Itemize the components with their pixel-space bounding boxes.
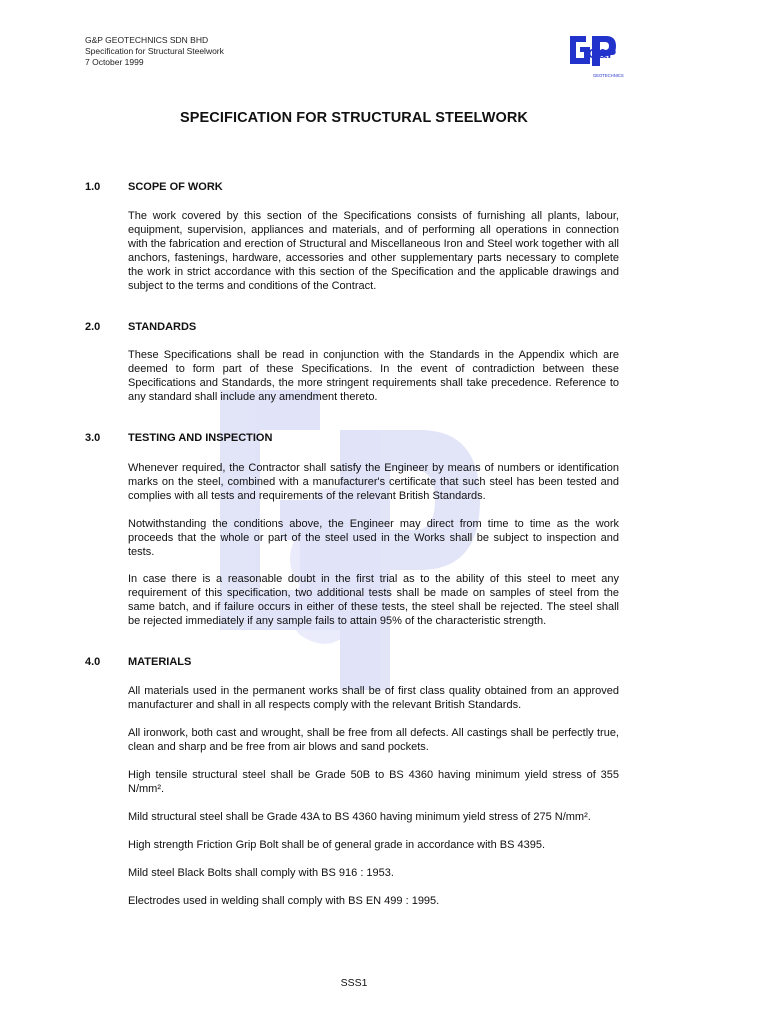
section-heading: SCOPE OF WORK — [128, 181, 223, 193]
paragraph: Whenever required, the Contractor shall satisfy the Engineer by means of numbers or identification marks on the steel, combined with a manufacturer's certificate that such steel has been tested and complies with all tests and requirements of the relevant British Standards. — [128, 462, 619, 502]
running-header — [85, 35, 224, 68]
section-heading: MATERIALS — [128, 656, 192, 668]
section-number: 3.0 — [85, 432, 101, 444]
paragraph: Electrodes used in welding shall comply with BS EN 499 : 1995. — [128, 895, 440, 907]
paragraph: Notwithstanding the conditions above, the Engineer may direct from time to time as the work proceeds that the whole or part of the steel used in the Works shall be subject to inspection and tests. — [128, 518, 619, 558]
company-logo — [566, 32, 624, 80]
section-heading: STANDARDS — [128, 321, 197, 333]
paragraph: All ironwork, both cast and wrought, shall be free from all defects. All castings shall be perfectly true, clean and sharp and be free from air blows and sand pockets. — [128, 727, 619, 753]
header-company: G&P GEOTECHNICS SDN BHD — [85, 35, 209, 45]
section-number: 2.0 — [85, 321, 101, 333]
paragraph: Mild structural steel shall be Grade 43A to BS 4360 having minimum yield stress of 275 N/mm². — [128, 811, 591, 823]
header-date: 7 October 1999 — [85, 57, 144, 67]
page-footer: SSS1 — [340, 977, 368, 989]
section-number: 1.0 — [85, 181, 101, 193]
page-title: SPECIFICATION FOR STRUCTURAL STEELWORK — [179, 110, 529, 126]
paragraph: These Specifications shall be read in conjunction with the Standards in the Appendix which are deemed to form part of these Specifications. In the event of contradiction between these Specifications and Standards, the more stringent requirements shall take precedence. Reference to any standard shall include any amendment thereto. — [128, 349, 619, 403]
paragraph: In case there is a reasonable doubt in the first trial as to the ability of this steel to meet any requirement of this specification, two additional tests shall be made on samples of steel from the same batch, and if failure occurs in either of these tests, the steel shall be rejected. The steel shall be rejected immediately if any sample fails to attain 95% of the characteristic strength. — [128, 573, 619, 627]
logo-mark: G&P — [588, 46, 617, 61]
section-heading: TESTING AND INSPECTION — [128, 432, 273, 444]
header-doc-title: Specification for Structural Steelwork — [85, 46, 224, 56]
paragraph: Mild steel Black Bolts shall comply with BS 916 : 1953. — [128, 867, 394, 879]
section-number: 4.0 — [85, 656, 101, 668]
logo-subtext: GEOTECHNICS — [593, 73, 624, 78]
paragraph: All materials used in the permanent works shall be of first class quality obtained from an approved manufacturer and shall in all respects comply with the relevant British Standards. — [128, 685, 619, 711]
paragraph: High tensile structural steel shall be Grade 50B to BS 4360 having minimum yield stress of 355 N/mm². — [128, 769, 619, 795]
paragraph: High strength Friction Grip Bolt shall be of general grade in accordance with BS 4395. — [128, 839, 546, 851]
paragraph: The work covered by this section of the Specifications consists of furnishing all plants, labour, equipment, supervision, appliances and materials, and of performing all operations in connection with the fabrication and erection of Structural and Miscellaneous Iron and Steel work together with all anchors, fastenings, hardware, accessories and other supplementary parts necessary to complete the work in strict accordance with this section of the Specification and the applicable drawings and subject to the terms and conditions of the Contract. — [128, 210, 619, 292]
